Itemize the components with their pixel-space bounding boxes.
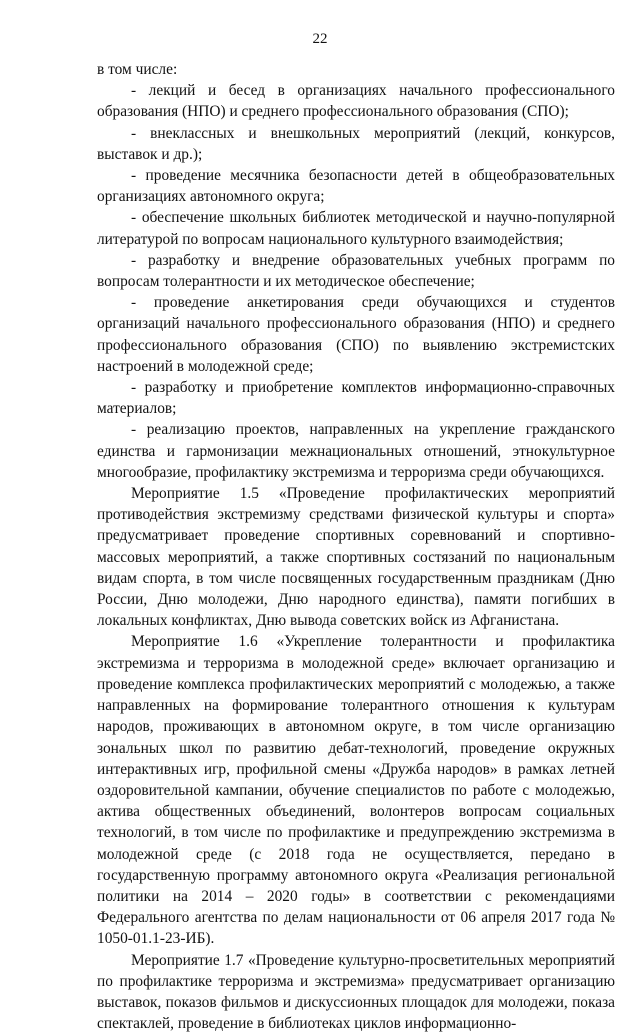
list-item: - разработку и приобретение комплектов информационно-справочных материалов; xyxy=(97,379,615,418)
intro-line: в том числе: xyxy=(97,61,178,78)
list-item: - лекций и бесед в организациях начального профессионального образования (НПО) и среднего профессионального образования (СПО); xyxy=(97,82,615,121)
document-body xyxy=(97,59,615,1034)
list-item: - проведение месячника безопасности детей в общеобразовательных организациях автономного округа; xyxy=(97,167,615,206)
list-item: - проведение анкетирования среди обучающихся и студентов организаций начального профессионального образования (НПО) и среднего профессионального образования (СПО) по выявлению экстремистских настроений в молодежной среде; xyxy=(97,294,615,375)
list-item: - обеспечение школьных библиотек методической и научно-популярной литературой по вопросам национального культурного взаимодействия; xyxy=(97,209,615,248)
measure-paragraph-1-6: Мероприятие 1.6 «Укрепление толерантности и профилактика экстремизма и терроризма в молодежной среде» включает организацию и проведение комплекса профилактических мероприятий с молодежью, а также направленных на формирование толерантного отношения к культурам народов, проживающих в автономном округе, в том числе организацию зональных школ по развитию дебат-технологий, проведение окружных интерактивных игр, профильной смены «Дружба народов» в рамках летней оздоровительной кампании, обучение специалистов по работе с молодежью, актива общественных объединений, волонтеров вопросам социальных технологий, в том числе по профилактике и предупреждению экстремизма в молодежной среде (с 2018 года не осуществляется, передано в государственную программу автономного округа «Реализация региональной политики на 2014 – 2020 годы» в соответствии с рекомендациями Федерального агентства по делам национальности от 06 апреля 2017 года № 1050-01.1-23-ИБ). xyxy=(97,633,615,948)
list-item: - реализацию проектов, направленных на укрепление гражданского единства и гармонизации межнациональных отношений, этнокультурное многообразие, профилактику экстремизма и терроризма среди обучающихся. xyxy=(97,421,615,481)
measure-paragraph-1-7: Мероприятие 1.7 «Проведение культурно-просветительных мероприятий по профилактике терроризма и экстремизма» предусматривает организацию выставок, показов фильмов и дискуссионных площадок для молодежи, показа спектаклей, проведение в библиотеках циклов информационно- xyxy=(97,951,615,1033)
list-item: - внеклассных и внешкольных мероприятий (лекций, конкурсов, выставок и др.); xyxy=(97,124,615,163)
measure-paragraph-1-5: Мероприятие 1.5 «Проведение профилактических мероприятий противодействия экстремизму средствами физической культуры и спорта» предусматривает проведение спортивных соревнований и спортивно-массовых мероприятий, а также спортивных состязаний по национальным видам спорта, в том числе посвященных государственным праздникам (Дню России, Дню молодежи, Дню народного единства), памяти погибших в локальных конфликтах, Дню вывода советских войск из Афганистана. xyxy=(97,485,615,630)
page-number: 22 xyxy=(312,31,328,47)
list-item: - разработку и внедрение образовательных учебных программ по вопросам толерантности и их методическое обеспечение; xyxy=(97,251,615,291)
